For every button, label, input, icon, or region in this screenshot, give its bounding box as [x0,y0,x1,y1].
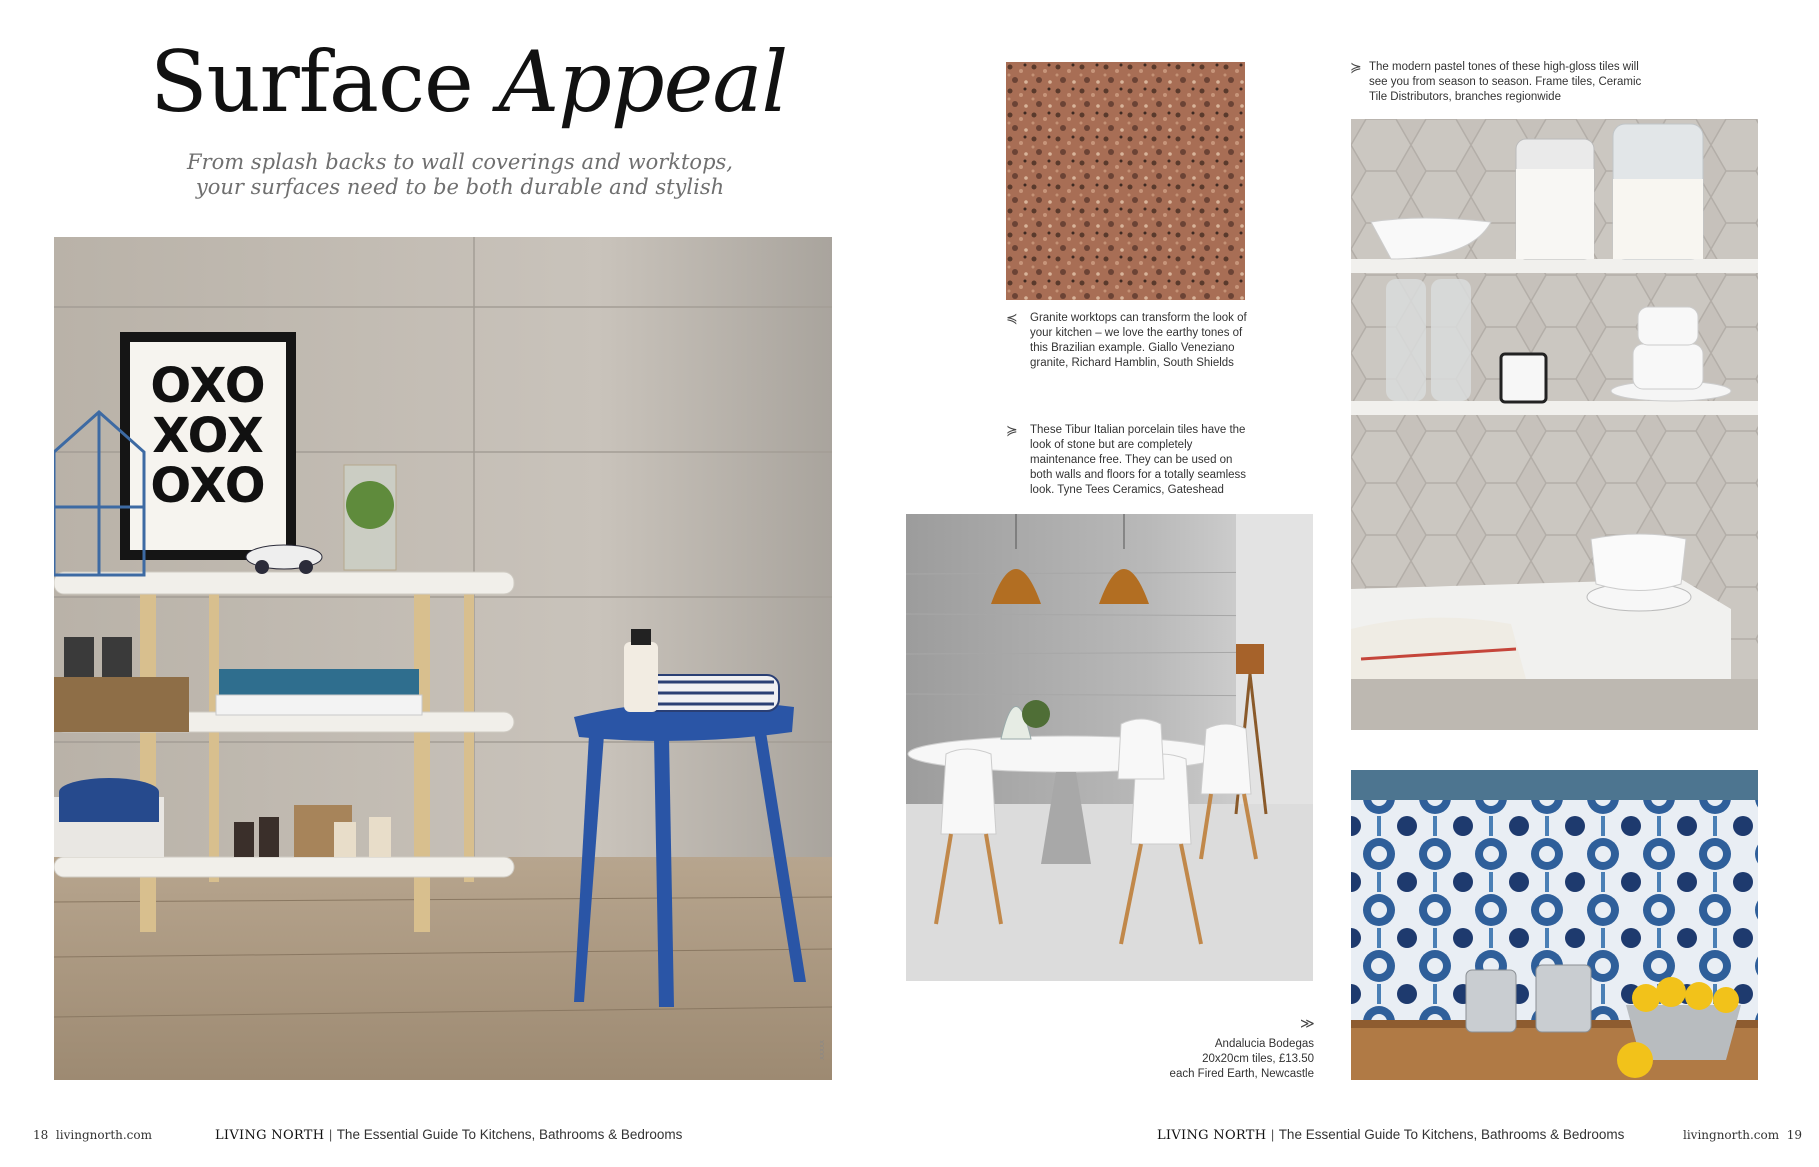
poster-line-3: OXO [150,458,266,514]
brand-logo: LIVING NORTH [215,1128,325,1143]
right-arrow-icon: ≫ [1300,1016,1315,1032]
right-site-url[interactable]: livingnorth.com [1683,1128,1780,1142]
right-running-footer [1157,1126,1624,1144]
left-page-number: 18 [33,1128,49,1142]
left-running-footer [215,1126,682,1144]
right-page-number: 19 [1786,1128,1803,1142]
headline [150,33,788,131]
tibur-caption: These Tibur Italian porcelain tiles have the look of stone but are completely maintenance free. They can be used on both walls and floors for a totally seamless look. Tyne Tees Ceramics, Gateshead [1030,424,1247,496]
footer-separator: | [328,1127,333,1142]
andalucia-caption-line-3: each Fired Earth, Newcastle [1169,1068,1314,1080]
poster-line-1: OXO [150,358,266,414]
headline-word-2: Appeal [498,33,788,131]
svg-text:XOX [152,408,263,464]
andalucia-caption-line-2: 20x20cm tiles, £13.50 [1202,1053,1314,1065]
granite-photo [1006,62,1245,300]
footer-separator: | [1270,1127,1275,1142]
svg-text:OXO [150,458,265,514]
down-arrow-icon: ≽ [1350,60,1362,76]
andalucia-caption-line-1: Andalucia Bodegas [1214,1038,1314,1050]
headline-word-1: Surface [150,33,473,131]
brand-logo: LIVING NORTH [1157,1128,1267,1143]
up-arrow-icon: ≼ [1006,311,1018,327]
right-folio [1683,1128,1802,1142]
guide-title: The Essential Guide To Kitchens, Bathrooms & Bedrooms [1278,1127,1625,1142]
left-folio [33,1128,152,1142]
left-site-url[interactable]: livingnorth.com [55,1128,153,1142]
down-arrow-icon: ≽ [1006,423,1018,439]
guide-title: The Essential Guide To Kitchens, Bathrooms & Bedrooms [336,1127,683,1142]
granite-caption: Granite worktops can transform the look of your kitchen – we love the earthy tones of this Brazilian example. Giallo Veneziano granite, Richard Hamblin, South Shields [1030,312,1247,369]
dining-photo [906,514,1313,981]
hexagon-tiles-photo [1351,119,1758,730]
patterned-tiles-photo [1351,770,1758,1080]
andalucia-caption [1110,1037,1314,1082]
pastel-tiles-caption: The modern pastel tones of these high-gloss tiles will see you from season to season. Frame tiles, Ceramic Tile Distributors, branches regionwide [1369,61,1642,103]
svg-text:OXO [150,358,265,414]
photo-credit: XXXXX [820,1040,826,1061]
shelf-stool-photo [54,237,832,1080]
standfirst: From splash backs to wall coverings and worktops, your surfaces need to be both durable and stylish [187,150,733,199]
poster-line-2: XOX [152,408,264,464]
